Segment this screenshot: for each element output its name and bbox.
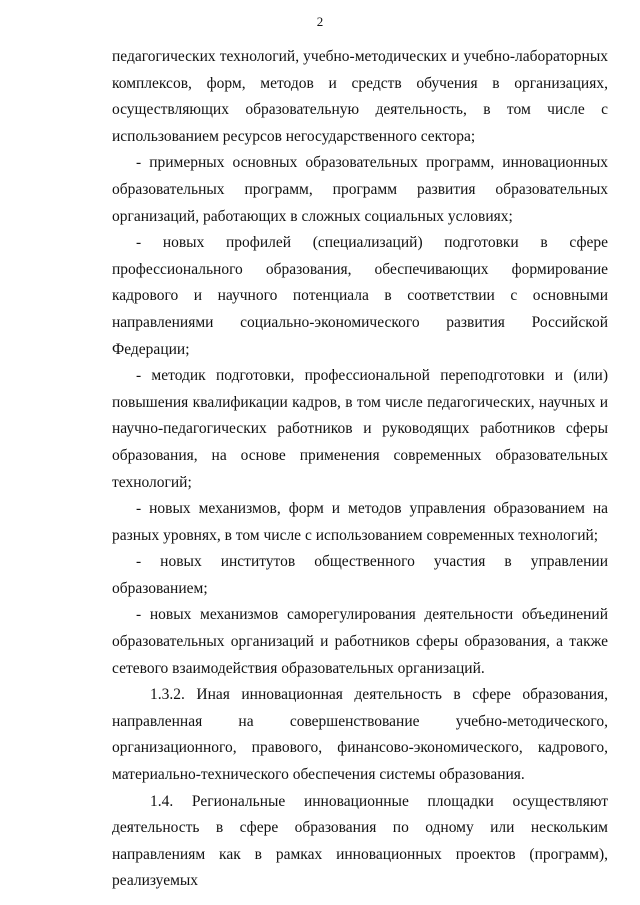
section-1-4-paragraph: 1.4. Региональные инновационные площадки осуществляют деятельность в сфере образования по одному или нескольким направлениям как в рамках инновационных проектов (программ), реализуемых — [112, 792, 608, 890]
list-item-management-mechanisms: - новых механизмов, форм и методов управления образованием на разных уровнях, в том числе с использованием современных технологий; — [112, 500, 608, 544]
section-1-3-2-paragraph: 1.3.2. Иная инновационная деятельность в сфере образования, направленная на совершенствование учебно-методического, организационного, правового, финансово-экономического, кадрового, материально-технического обеспечения системы образования. — [112, 686, 608, 784]
list-item-educational-programs: - примерных основных образовательных программ, инновационных образовательных программ, программ развития образовательных организаций, работающих в сложных социальных условиях; — [112, 154, 608, 225]
list-item-training-methods: - методик подготовки, профессиональной переподготовки и (или) повышения квалификации кадров, в том числе педагогических, научных и научно-педагогических работников и руководящих работников сферы образования, на основе применения современных образовательных технологий; — [112, 367, 608, 491]
page-number: 2 — [316, 14, 324, 29]
paragraph-resources-continuation: педагогических технологий, учебно-методических и учебно-лабораторных комплексов, форм, методов и средств обучения в организациях, осуществляющих образовательную деятельность, в том числе с использованием ресурсов негосударственного сектора; — [112, 48, 608, 145]
list-item-self-regulation: - новых механизмов саморегулирования деятельности объединений образовательных организаций и работников сферы образования, а также сетевого взаимодействия образовательных организаций. — [112, 606, 608, 677]
list-item-new-profiles: - новых профилей (специализаций) подготовки в сфере профессионального образования, обеспечивающих формирование кадрового и научного потенциала в соответствии с основными направлениями социально-экономического развития Российской Федерации; — [112, 234, 608, 358]
document-body — [112, 44, 608, 895]
list-item-public-institutions: - новых институтов общественного участия в управлении образованием; — [112, 553, 608, 597]
